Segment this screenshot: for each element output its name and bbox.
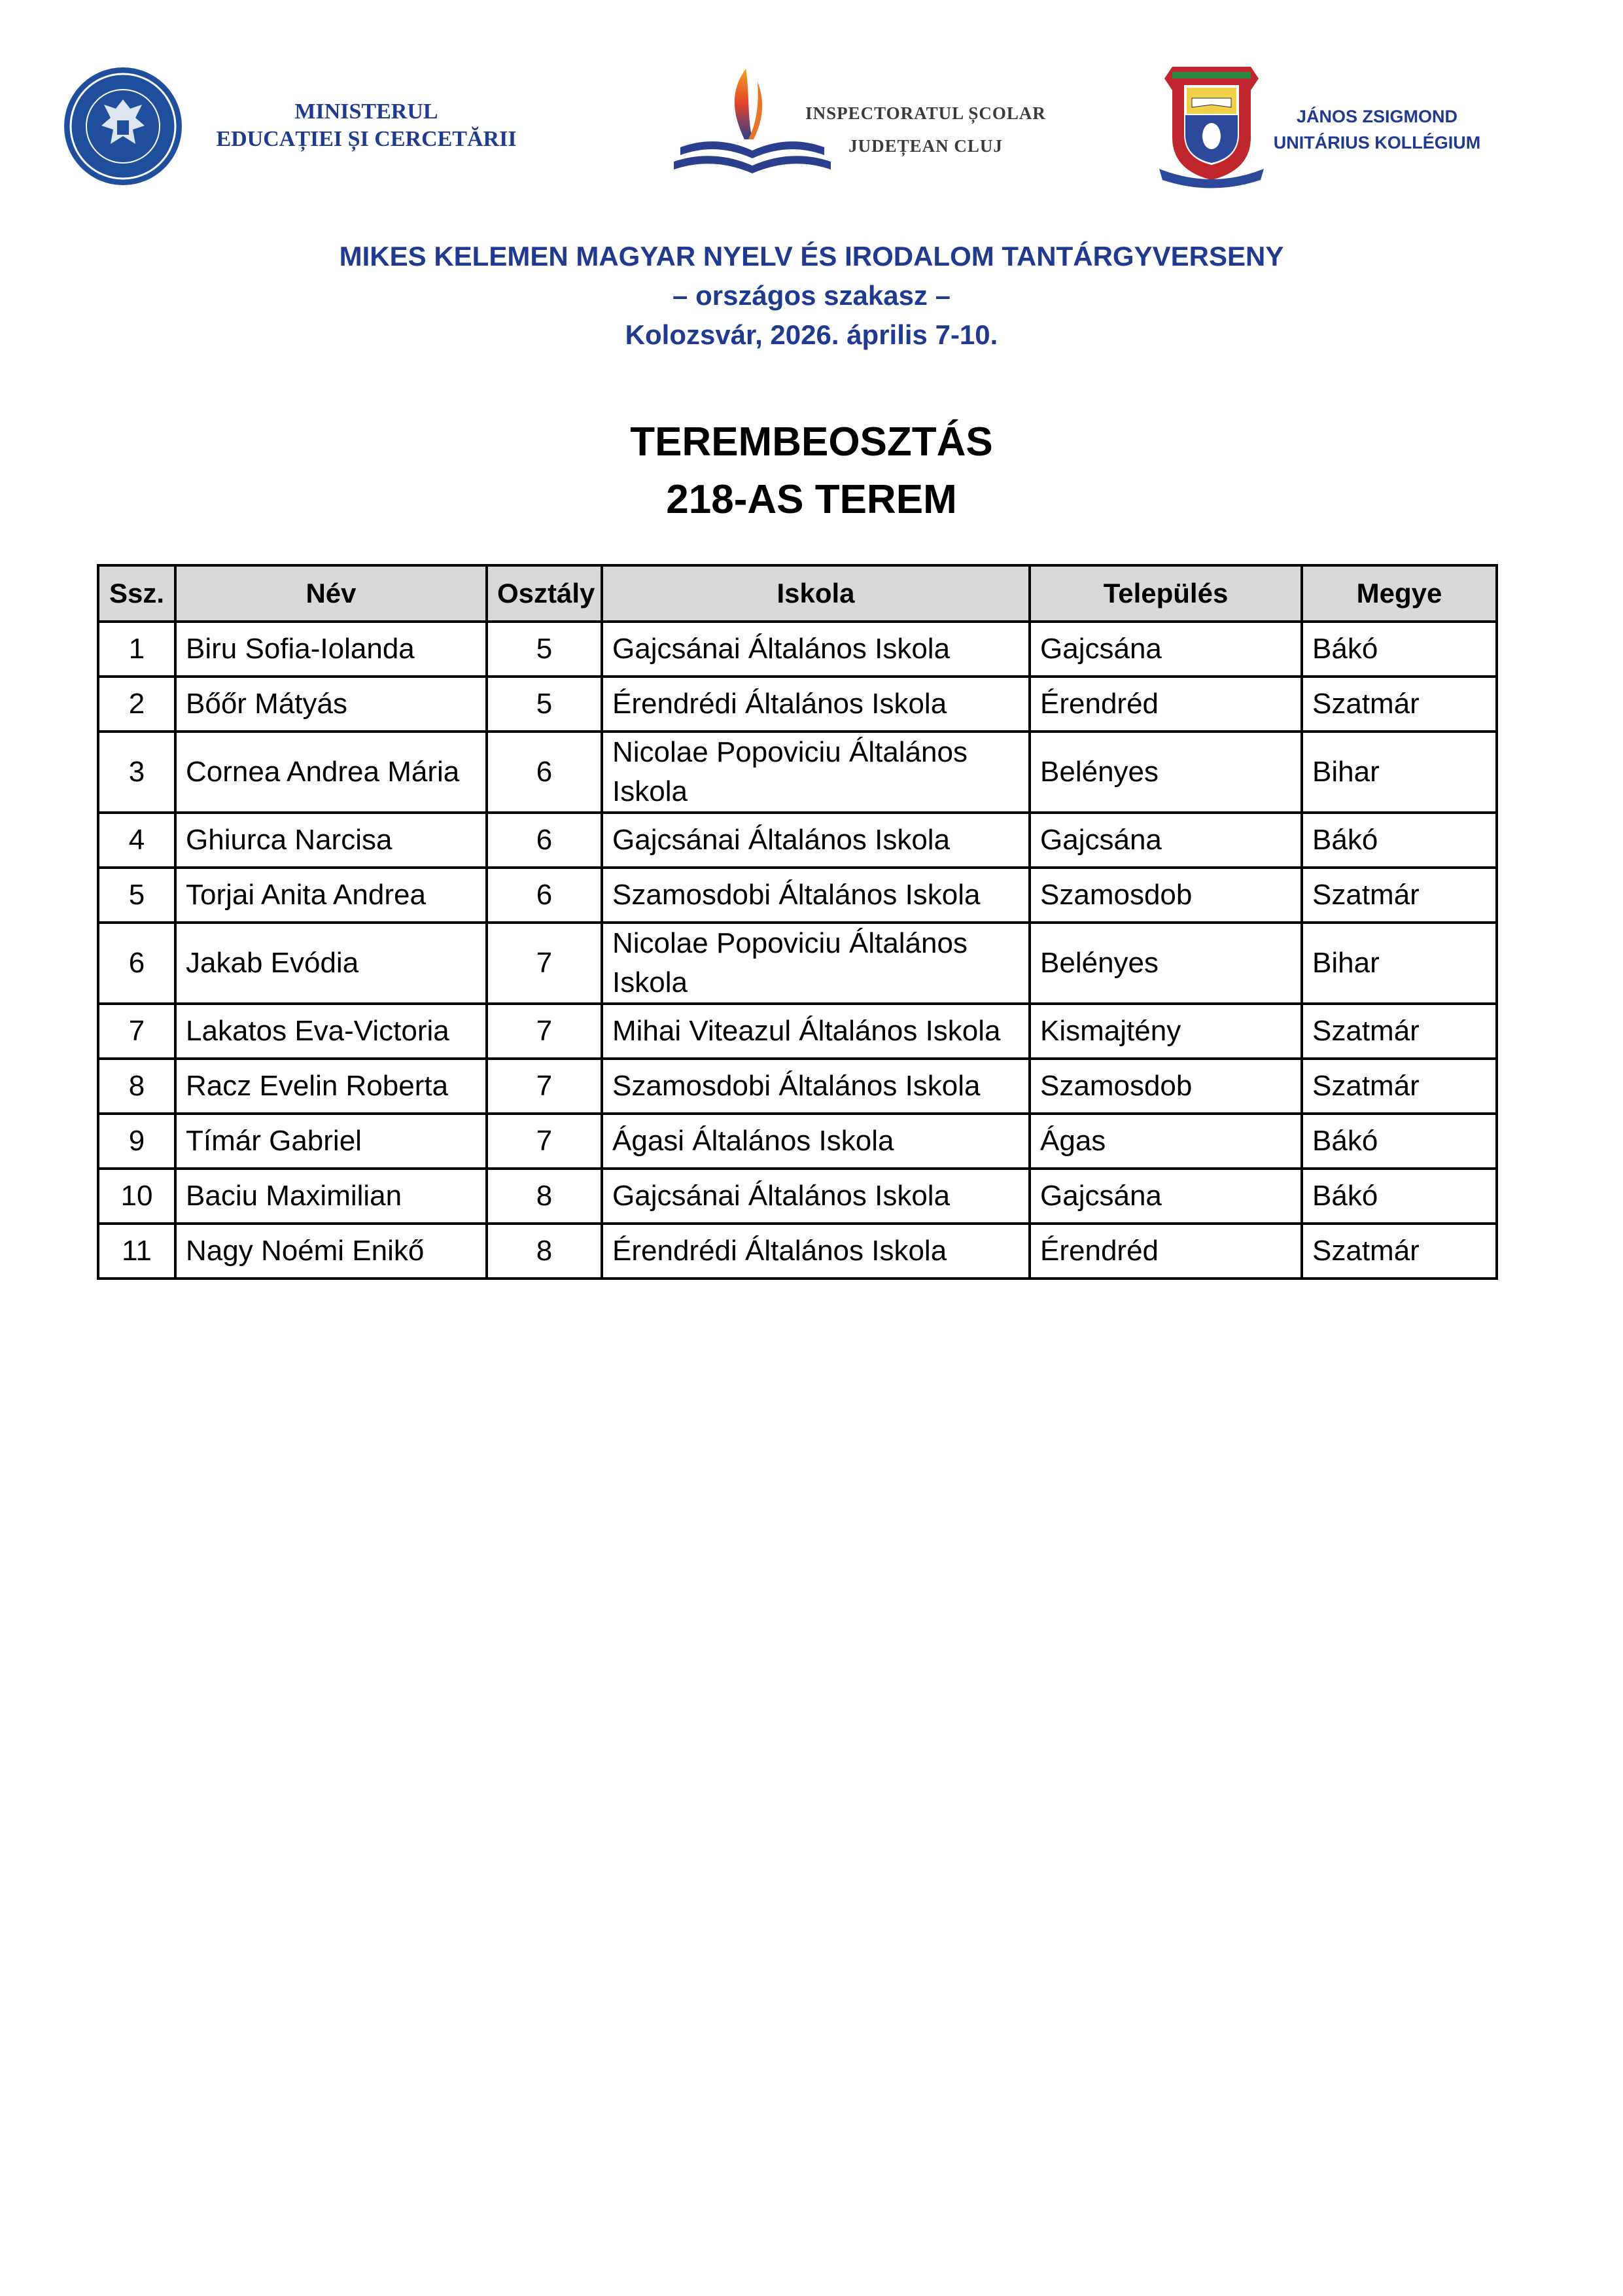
cell-grade: 7 [487, 923, 602, 1004]
cell-name: Bőőr Mátyás [175, 677, 487, 732]
school-inspectorate-line2: JUDEȚEAN CLUJ [848, 136, 1003, 156]
cell-no: 1 [98, 622, 175, 677]
cell-grade: 6 [487, 868, 602, 923]
cell-no: 11 [98, 1224, 175, 1279]
cell-county: Bákó [1302, 813, 1497, 868]
cell-town: Gajcsána [1030, 622, 1302, 677]
cell-school: Szamosdobi Általános Iskola [602, 1059, 1030, 1114]
college-name-line1: JÁNOS ZSIGMOND [1296, 107, 1458, 126]
cell-no: 6 [98, 923, 175, 1004]
table-row [98, 622, 1497, 677]
cell-town: Szamosdob [1030, 868, 1302, 923]
cell-no: 3 [98, 732, 175, 813]
cell-town: Belényes [1030, 923, 1302, 1004]
college-name-line2: UNITÁRIUS KOLLÉGIUM [1273, 133, 1481, 152]
government-seal-logo [62, 65, 184, 187]
cell-town: Belényes [1030, 732, 1302, 813]
cell-school: Szamosdobi Általános Iskola [602, 868, 1030, 923]
column-header-name: Név [175, 565, 487, 622]
title-line1: TEREMBEOSZTÁS [630, 419, 993, 465]
room-assignment-title [0, 414, 1623, 529]
college-crest-icon [1153, 59, 1270, 193]
table-row [98, 1004, 1497, 1059]
cell-town: Gajcsána [1030, 813, 1302, 868]
ministry-name-line2: EDUCAȚIEI ȘI CERCETĂRII [216, 127, 517, 151]
cell-no: 4 [98, 813, 175, 868]
cell-county: Bihar [1302, 923, 1497, 1004]
table-row [98, 1169, 1497, 1224]
cell-name: Biru Sofia-Iolanda [175, 622, 487, 677]
column-header-county: Megye [1302, 565, 1497, 622]
government-seal-icon [62, 65, 184, 187]
school-inspectorate-name [801, 97, 1050, 162]
cell-county: Szatmár [1302, 868, 1497, 923]
table-row [98, 1059, 1497, 1114]
cell-town: Szamosdob [1030, 1059, 1302, 1114]
cell-grade: 6 [487, 732, 602, 813]
event-stage: – országos szakasz – [672, 280, 951, 311]
cell-county: Szatmár [1302, 1004, 1497, 1059]
cell-no: 5 [98, 868, 175, 923]
cell-grade: 7 [487, 1059, 602, 1114]
cell-school: Nicolae Popoviciu Általános Iskola [602, 923, 1030, 1004]
cell-no: 7 [98, 1004, 175, 1059]
cell-county: Bákó [1302, 622, 1497, 677]
cell-grade: 5 [487, 677, 602, 732]
cell-school: Nicolae Popoviciu Általános Iskola [602, 732, 1030, 813]
cell-town: Gajcsána [1030, 1169, 1302, 1224]
cell-school: Gajcsánai Általános Iskola [602, 1169, 1030, 1224]
cell-county: Bihar [1302, 732, 1497, 813]
cell-grade: 8 [487, 1224, 602, 1279]
table-row [98, 868, 1497, 923]
cell-grade: 5 [487, 622, 602, 677]
event-place-date: Kolozsvár, 2026. április 7-10. [625, 319, 998, 350]
table-row [98, 677, 1497, 732]
cell-town: Érendréd [1030, 677, 1302, 732]
school-inspectorate-line1: INSPECTORATUL ȘCOLAR [805, 103, 1046, 123]
cell-name: Racz Evelin Roberta [175, 1059, 487, 1114]
cell-name: Baciu Maximilian [175, 1169, 487, 1224]
ministry-name-line1: MINISTERUL [294, 99, 438, 124]
column-header-town: Település [1030, 565, 1302, 622]
cell-school: Érendrédi Általános Iskola [602, 1224, 1030, 1279]
column-header-school: Iskola [602, 565, 1030, 622]
cell-grade: 7 [487, 1114, 602, 1169]
cell-name: Lakatos Eva-Victoria [175, 1004, 487, 1059]
cell-no: 10 [98, 1169, 175, 1224]
cell-grade: 7 [487, 1004, 602, 1059]
column-header-grade: Osztály [487, 565, 602, 622]
college-crest-logo [1153, 59, 1270, 193]
column-header-no: Ssz. [98, 565, 175, 622]
cell-town: Ágas [1030, 1114, 1302, 1169]
cell-no: 2 [98, 677, 175, 732]
table-header-row [98, 565, 1497, 622]
cell-no: 9 [98, 1114, 175, 1169]
cell-school: Mihai Viteazul Általános Iskola [602, 1004, 1030, 1059]
cell-name: Nagy Noémi Enikő [175, 1224, 487, 1279]
cell-name: Cornea Andrea Mária [175, 732, 487, 813]
table-row [98, 813, 1497, 868]
cell-grade: 6 [487, 813, 602, 868]
ministry-name [196, 98, 536, 153]
cell-school: Gajcsánai Általános Iskola [602, 813, 1030, 868]
cell-county: Bákó [1302, 1114, 1497, 1169]
cell-name: Jakab Evódia [175, 923, 487, 1004]
title-line2: 218-AS TEREM [666, 477, 957, 522]
cell-town: Érendréd [1030, 1224, 1302, 1279]
cell-school: Ágasi Általános Iskola [602, 1114, 1030, 1169]
event-heading [0, 237, 1623, 355]
table-row [98, 1114, 1497, 1169]
cell-town: Kismajtény [1030, 1004, 1302, 1059]
cell-name: Ghiurca Narcisa [175, 813, 487, 868]
cell-county: Szatmár [1302, 1224, 1497, 1279]
table-row [98, 1224, 1497, 1279]
college-name [1266, 103, 1488, 156]
table-row [98, 923, 1497, 1004]
cell-county: Bákó [1302, 1169, 1497, 1224]
cell-grade: 8 [487, 1169, 602, 1224]
cell-no: 8 [98, 1059, 175, 1114]
cell-name: Tímár Gabriel [175, 1114, 487, 1169]
cell-name: Torjai Anita Andrea [175, 868, 487, 923]
room-assignment-table [97, 564, 1498, 1280]
cell-county: Szatmár [1302, 677, 1497, 732]
cell-county: Szatmár [1302, 1059, 1497, 1114]
event-name: MIKES KELEMEN MAGYAR NYELV ÉS IRODALOM TANTÁRGYVERSENY [339, 241, 1284, 272]
cell-school: Érendrédi Általános Iskola [602, 677, 1030, 732]
cell-school: Gajcsánai Általános Iskola [602, 622, 1030, 677]
table-row [98, 732, 1497, 813]
